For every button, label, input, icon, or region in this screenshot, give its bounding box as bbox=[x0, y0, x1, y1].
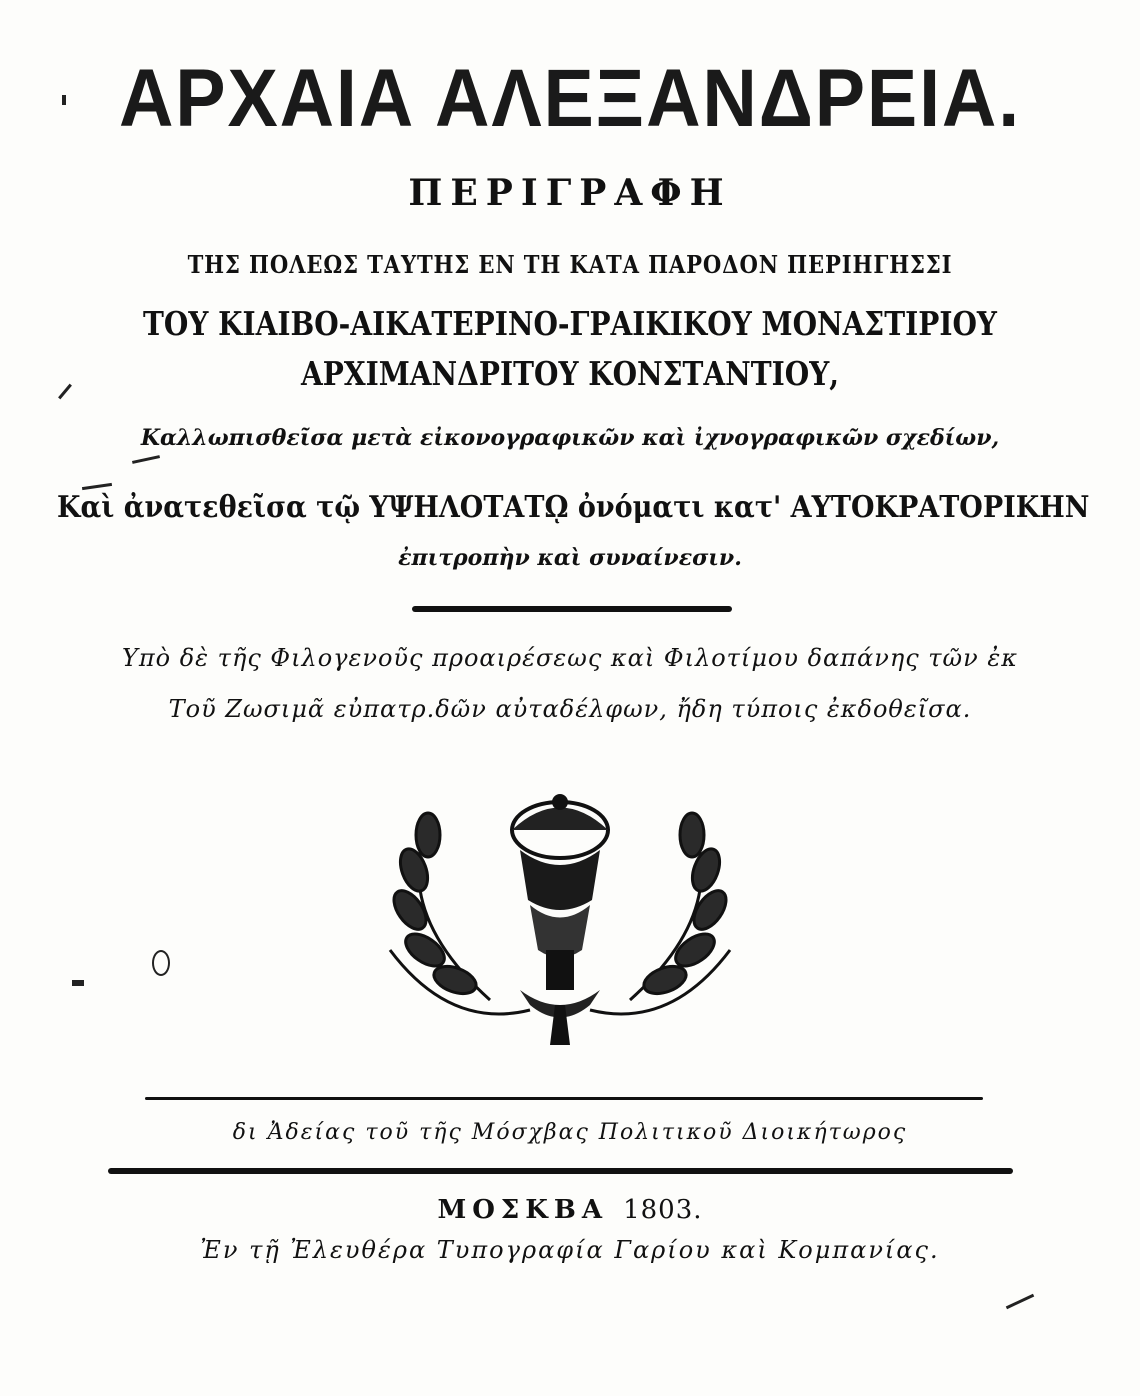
divider-rule-short bbox=[412, 606, 732, 612]
divider-rule-lower bbox=[108, 1168, 1013, 1174]
description-line-1: ΤΗΣ ΠΟΛΕΩΣ ΤΑΥΤΗΣ ΕΝ ΤΗ ΚΑΤΑ ΠΑΡΟΔΟΝ ΠΕΡΙΗΓΗΣΣΙ bbox=[187, 250, 953, 279]
patronage-line-2: Τοῦ Ζωσιμᾶ εὐπατρ.δῶν αὐταδέλφων, ἤδη τύποις ἐκδοθεῖσα. bbox=[168, 695, 972, 723]
patronage-line-1: Υπὸ δὲ τῆς Φιλογενοῦς προαιρέσεως καὶ Φιλοτίμου δαπάνης τῶν ἐκ bbox=[122, 644, 1018, 672]
description-line-2: ΤΟΥ ΚΙΑΙΒΟ-ΑΙΚΑΤΕΡΙΝΟ-ΓΡΑΙΚΙΚΟΥ ΜΟΝΑΣΤΙΡΙΟΥ bbox=[143, 304, 997, 343]
imprint-place: ΜΟΣΚΒΑ bbox=[437, 1195, 609, 1225]
scan-speck bbox=[62, 95, 66, 105]
dedication-line-2: Καὶ ἀνατεθεῖσα τῷ ΥΨΗΛΟΤΑΤῼ ὀνόματι κατ' ΑΥΤΟΚΡΑΤΟΡΙΚΗΝ bbox=[57, 490, 1090, 525]
book-title: ΑΡΧΑΙΑ ΑΛΕΞΑΝΔΡΕΙΑ. bbox=[118, 53, 1022, 144]
scan-speck bbox=[1006, 1294, 1034, 1309]
dedication-line-1: Καλλωπισθεῖσα μετὰ εἰκονογραφικῶν καὶ ἰχνογραφικῶν σχεδίων, bbox=[140, 425, 1000, 451]
subtitle: ΠΕΡΙΓΡΑΦΗ bbox=[408, 172, 732, 214]
description-line-3: ΑΡΧΙΜΑΝΔΡΙΤΟΥ ΚΟΝΣΤΑΝΤΙΟΥ, bbox=[300, 354, 840, 393]
scan-speck bbox=[152, 950, 170, 976]
scan-speck bbox=[132, 455, 160, 464]
urn-wheat-ornament-icon bbox=[370, 790, 750, 1050]
imprint-place-year bbox=[0, 1195, 1140, 1225]
scan-speck bbox=[82, 483, 112, 490]
scan-speck bbox=[72, 980, 84, 986]
scan-speck bbox=[58, 384, 72, 400]
license-line: δι Ἀδείας τοῦ τῆς Μόσχβας Πολιτικοῦ Διοικήτωρος bbox=[232, 1120, 908, 1145]
imprint-printer: Ἐν τῇ Ἐλευθέρα Τυπογραφία Γαρίου καὶ Κομπανίας. bbox=[200, 1236, 940, 1264]
divider-rule-upper bbox=[145, 1097, 983, 1100]
dedication-line-3: ἐπιτροπὴν καὶ συναίνεσιν. bbox=[398, 545, 742, 571]
imprint-year: 1803. bbox=[623, 1195, 703, 1225]
